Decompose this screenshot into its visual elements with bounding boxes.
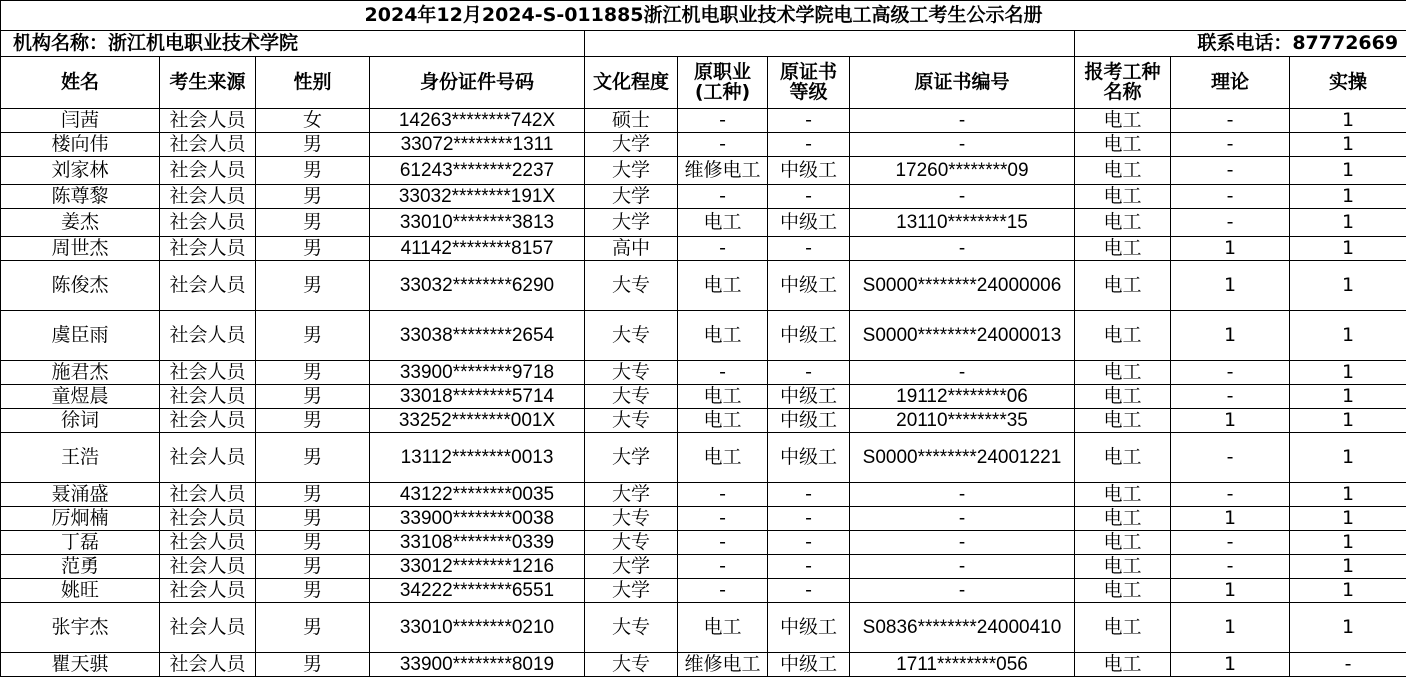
cell-source: 社会人员 xyxy=(160,133,256,157)
cell-id-number: 33010********3813 xyxy=(370,209,585,237)
cell-source: 社会人员 xyxy=(160,157,256,185)
cell-original-job: - xyxy=(678,185,768,209)
cell-theory: - xyxy=(1171,385,1290,409)
cell-practice: 1 xyxy=(1290,185,1406,209)
cell-theory: 1 xyxy=(1171,579,1290,603)
cell-gender: 男 xyxy=(256,311,370,361)
cell-source: 社会人员 xyxy=(160,361,256,385)
cell-cert-number: - xyxy=(850,237,1075,261)
table-row xyxy=(1,385,1406,409)
cell-original-job: - xyxy=(678,483,768,507)
cell-name: 闫茜 xyxy=(1,109,160,133)
cell-cert-number: - xyxy=(850,185,1075,209)
cell-cert-number: - xyxy=(850,507,1075,531)
table-row xyxy=(1,209,1406,237)
cell-exam-type: 电工 xyxy=(1075,157,1171,185)
cell-name: 丁磊 xyxy=(1,531,160,555)
table-row xyxy=(1,237,1406,261)
cell-gender: 男 xyxy=(256,209,370,237)
cell-education: 大学 xyxy=(585,157,678,185)
cell-id-number: 34222********6551 xyxy=(370,579,585,603)
cell-cert-level: 中级工 xyxy=(768,653,850,677)
cell-cert-level: - xyxy=(768,507,850,531)
cell-id-number: 33072********1311 xyxy=(370,133,585,157)
cell-theory: - xyxy=(1171,157,1290,185)
cell-name: 陈俊杰 xyxy=(1,261,160,311)
cell-original-job: - xyxy=(678,133,768,157)
table-row xyxy=(1,185,1406,209)
cell-id-number: 33010********0210 xyxy=(370,603,585,653)
cell-original-job: - xyxy=(678,507,768,531)
cell-gender: 男 xyxy=(256,133,370,157)
cell-name: 陈尊黎 xyxy=(1,185,160,209)
cell-id-number: 33012********1216 xyxy=(370,555,585,579)
cell-id-number: 61243********2237 xyxy=(370,157,585,185)
cell-practice: 1 xyxy=(1290,433,1406,483)
cell-cert-number: - xyxy=(850,361,1075,385)
cell-source: 社会人员 xyxy=(160,433,256,483)
cell-gender: 男 xyxy=(256,603,370,653)
cell-cert-number: - xyxy=(850,483,1075,507)
cell-cert-level: - xyxy=(768,109,850,133)
cell-education: 大学 xyxy=(585,579,678,603)
table-row xyxy=(1,433,1406,483)
cell-name: 徐词 xyxy=(1,409,160,433)
cell-practice: 1 xyxy=(1290,507,1406,531)
cell-original-job: 电工 xyxy=(678,261,768,311)
header-name: 姓名 xyxy=(1,57,160,109)
header-education: 文化程度 xyxy=(585,57,678,109)
cell-theory: 1 xyxy=(1171,507,1290,531)
cell-source: 社会人员 xyxy=(160,409,256,433)
cell-exam-type: 电工 xyxy=(1075,483,1171,507)
cell-theory: - xyxy=(1171,133,1290,157)
cell-education: 大专 xyxy=(585,261,678,311)
cell-gender: 男 xyxy=(256,433,370,483)
cell-cert-level: 中级工 xyxy=(768,433,850,483)
cell-id-number: 33252********001X xyxy=(370,409,585,433)
cell-theory: 1 xyxy=(1171,653,1290,677)
cell-cert-number: - xyxy=(850,579,1075,603)
table-row xyxy=(1,361,1406,385)
table-row xyxy=(1,109,1406,133)
cell-practice: 1 xyxy=(1290,361,1406,385)
cell-name: 虞臣雨 xyxy=(1,311,160,361)
table-row xyxy=(1,157,1406,185)
cell-exam-type: 电工 xyxy=(1075,133,1171,157)
cell-cert-number: 13110********15 xyxy=(850,209,1075,237)
cell-theory: 1 xyxy=(1171,311,1290,361)
cell-exam-type: 电工 xyxy=(1075,385,1171,409)
cell-name: 瞿天骐 xyxy=(1,653,160,677)
header-gender: 性别 xyxy=(256,57,370,109)
cell-cert-number: S0000********24000006 xyxy=(850,261,1075,311)
cell-practice: 1 xyxy=(1290,409,1406,433)
header-theory: 理论 xyxy=(1171,57,1290,109)
cell-education: 大专 xyxy=(585,603,678,653)
cell-source: 社会人员 xyxy=(160,507,256,531)
cell-id-number: 33108********0339 xyxy=(370,531,585,555)
cell-cert-number: - xyxy=(850,531,1075,555)
cell-cert-level: 中级工 xyxy=(768,311,850,361)
cell-cert-number: S0000********24000013 xyxy=(850,311,1075,361)
cell-id-number: 14263********742X xyxy=(370,109,585,133)
cell-cert-number: 1711********056 xyxy=(850,653,1075,677)
header-cert-number: 原证书编号 xyxy=(850,57,1075,109)
cell-gender: 男 xyxy=(256,409,370,433)
cell-source: 社会人员 xyxy=(160,261,256,311)
cell-exam-type: 电工 xyxy=(1075,311,1171,361)
cell-exam-type: 电工 xyxy=(1075,409,1171,433)
cell-source: 社会人员 xyxy=(160,209,256,237)
cell-gender: 男 xyxy=(256,185,370,209)
cell-gender: 男 xyxy=(256,555,370,579)
table-row xyxy=(1,311,1406,361)
cell-source: 社会人员 xyxy=(160,603,256,653)
header-exam-type: 报考工种名称 xyxy=(1075,57,1171,109)
cell-name: 范勇 xyxy=(1,555,160,579)
cell-original-job: 维修电工 xyxy=(678,653,768,677)
cell-education: 硕士 xyxy=(585,109,678,133)
cell-exam-type: 电工 xyxy=(1075,603,1171,653)
cell-source: 社会人员 xyxy=(160,531,256,555)
cell-id-number: 33900********8019 xyxy=(370,653,585,677)
cell-name: 周世杰 xyxy=(1,237,160,261)
cell-exam-type: 电工 xyxy=(1075,185,1171,209)
cell-original-job: 电工 xyxy=(678,385,768,409)
cell-education: 大专 xyxy=(585,653,678,677)
cell-cert-level: 中级工 xyxy=(768,409,850,433)
cell-education: 大学 xyxy=(585,555,678,579)
cell-name: 姚旺 xyxy=(1,579,160,603)
cell-source: 社会人员 xyxy=(160,579,256,603)
cell-cert-level: 中级工 xyxy=(768,261,850,311)
cell-source: 社会人员 xyxy=(160,385,256,409)
cell-practice: - xyxy=(1290,653,1406,677)
cell-education: 大学 xyxy=(585,133,678,157)
cell-gender: 男 xyxy=(256,261,370,311)
header-id-number: 身份证件号码 xyxy=(370,57,585,109)
cell-cert-number: S0000********24001221 xyxy=(850,433,1075,483)
cell-cert-level: - xyxy=(768,133,850,157)
cell-gender: 男 xyxy=(256,653,370,677)
cell-name: 楼向伟 xyxy=(1,133,160,157)
cell-gender: 男 xyxy=(256,579,370,603)
cell-exam-type: 电工 xyxy=(1075,361,1171,385)
cell-exam-type: 电工 xyxy=(1075,507,1171,531)
header-source: 考生来源 xyxy=(160,57,256,109)
cell-education: 大专 xyxy=(585,531,678,555)
cell-theory: 1 xyxy=(1171,237,1290,261)
cell-education: 高中 xyxy=(585,237,678,261)
cell-exam-type: 电工 xyxy=(1075,653,1171,677)
cell-theory: - xyxy=(1171,109,1290,133)
cell-cert-level: - xyxy=(768,185,850,209)
cell-practice: 1 xyxy=(1290,483,1406,507)
table-row xyxy=(1,133,1406,157)
contact-phone: 联系电话：87772669 xyxy=(1075,31,1406,57)
cell-id-number: 33018********5714 xyxy=(370,385,585,409)
cell-cert-level: - xyxy=(768,555,850,579)
table-row xyxy=(1,603,1406,653)
cell-source: 社会人员 xyxy=(160,185,256,209)
cell-cert-level: - xyxy=(768,579,850,603)
cell-cert-number: 19112********06 xyxy=(850,385,1075,409)
cell-cert-level: 中级工 xyxy=(768,157,850,185)
cell-name: 王浩 xyxy=(1,433,160,483)
cell-practice: 1 xyxy=(1290,237,1406,261)
cell-cert-level: 中级工 xyxy=(768,603,850,653)
blank-cell xyxy=(585,31,1075,57)
table-row xyxy=(1,483,1406,507)
table-row xyxy=(1,261,1406,311)
header-original-job: 原职业(工种) xyxy=(678,57,768,109)
cell-id-number: 33032********6290 xyxy=(370,261,585,311)
cell-original-job: - xyxy=(678,109,768,133)
cell-theory: 1 xyxy=(1171,261,1290,311)
cell-original-job: 电工 xyxy=(678,409,768,433)
table-row xyxy=(1,531,1406,555)
table-row xyxy=(1,507,1406,531)
cell-id-number: 13112********0013 xyxy=(370,433,585,483)
cell-education: 大专 xyxy=(585,507,678,531)
cell-id-number: 33900********9718 xyxy=(370,361,585,385)
cell-source: 社会人员 xyxy=(160,311,256,361)
cell-gender: 女 xyxy=(256,109,370,133)
cell-education: 大学 xyxy=(585,483,678,507)
cell-source: 社会人员 xyxy=(160,237,256,261)
cell-theory: - xyxy=(1171,185,1290,209)
cell-exam-type: 电工 xyxy=(1075,555,1171,579)
header-cert-level: 原证书等级 xyxy=(768,57,850,109)
cell-cert-number: 20110********35 xyxy=(850,409,1075,433)
cell-id-number: 43122********0035 xyxy=(370,483,585,507)
cell-original-job: 电工 xyxy=(678,311,768,361)
cell-original-job: 电工 xyxy=(678,433,768,483)
table-row xyxy=(1,579,1406,603)
cell-practice: 1 xyxy=(1290,311,1406,361)
cell-gender: 男 xyxy=(256,531,370,555)
cell-cert-level: - xyxy=(768,237,850,261)
table-row xyxy=(1,653,1406,677)
cell-practice: 1 xyxy=(1290,261,1406,311)
cell-name: 姜杰 xyxy=(1,209,160,237)
cell-cert-level: - xyxy=(768,483,850,507)
cell-practice: 1 xyxy=(1290,555,1406,579)
cell-cert-number: 17260********09 xyxy=(850,157,1075,185)
cell-theory: - xyxy=(1171,209,1290,237)
cell-education: 大学 xyxy=(585,185,678,209)
cell-cert-number: S0836********24000410 xyxy=(850,603,1075,653)
cell-source: 社会人员 xyxy=(160,109,256,133)
cell-id-number: 33032********191X xyxy=(370,185,585,209)
cell-practice: 1 xyxy=(1290,209,1406,237)
cell-exam-type: 电工 xyxy=(1075,261,1171,311)
cell-theory: - xyxy=(1171,361,1290,385)
cell-exam-type: 电工 xyxy=(1075,209,1171,237)
cell-practice: 1 xyxy=(1290,531,1406,555)
cell-practice: 1 xyxy=(1290,603,1406,653)
cell-education: 大学 xyxy=(585,209,678,237)
cell-original-job: - xyxy=(678,237,768,261)
cell-theory: - xyxy=(1171,531,1290,555)
cell-education: 大专 xyxy=(585,361,678,385)
cell-cert-number: - xyxy=(850,109,1075,133)
cell-cert-number: - xyxy=(850,555,1075,579)
cell-practice: 1 xyxy=(1290,579,1406,603)
cell-name: 张宇杰 xyxy=(1,603,160,653)
cell-practice: 1 xyxy=(1290,133,1406,157)
cell-name: 厉炯楠 xyxy=(1,507,160,531)
cell-id-number: 33038********2654 xyxy=(370,311,585,361)
cell-exam-type: 电工 xyxy=(1075,109,1171,133)
cell-original-job: - xyxy=(678,361,768,385)
cell-gender: 男 xyxy=(256,507,370,531)
cell-name: 刘家林 xyxy=(1,157,160,185)
cell-cert-level: - xyxy=(768,531,850,555)
cell-practice: 1 xyxy=(1290,385,1406,409)
organization-name: 机构名称：浙江机电职业技术学院 xyxy=(1,31,585,57)
cell-practice: 1 xyxy=(1290,109,1406,133)
cell-cert-level: 中级工 xyxy=(768,209,850,237)
cell-education: 大专 xyxy=(585,311,678,361)
cell-name: 聂涌盛 xyxy=(1,483,160,507)
cell-source: 社会人员 xyxy=(160,653,256,677)
cell-original-job: - xyxy=(678,579,768,603)
cell-theory: - xyxy=(1171,555,1290,579)
cell-theory: - xyxy=(1171,483,1290,507)
cell-gender: 男 xyxy=(256,157,370,185)
cell-original-job: 维修电工 xyxy=(678,157,768,185)
cell-exam-type: 电工 xyxy=(1075,531,1171,555)
cell-original-job: - xyxy=(678,555,768,579)
cell-original-job: 电工 xyxy=(678,209,768,237)
cell-gender: 男 xyxy=(256,385,370,409)
cell-gender: 男 xyxy=(256,361,370,385)
cell-education: 大专 xyxy=(585,409,678,433)
header-practice: 实操 xyxy=(1290,57,1406,109)
cell-source: 社会人员 xyxy=(160,555,256,579)
cell-theory: 1 xyxy=(1171,603,1290,653)
cell-theory: - xyxy=(1171,433,1290,483)
table-row xyxy=(1,555,1406,579)
cell-id-number: 41142********8157 xyxy=(370,237,585,261)
cell-practice: 1 xyxy=(1290,157,1406,185)
cell-exam-type: 电工 xyxy=(1075,433,1171,483)
cell-education: 大专 xyxy=(585,385,678,409)
cell-exam-type: 电工 xyxy=(1075,579,1171,603)
cell-original-job: 电工 xyxy=(678,603,768,653)
cell-name: 童煜晨 xyxy=(1,385,160,409)
cell-cert-level: 中级工 xyxy=(768,385,850,409)
cell-education: 大学 xyxy=(585,433,678,483)
cell-exam-type: 电工 xyxy=(1075,237,1171,261)
table-row xyxy=(1,409,1406,433)
cell-name: 施君杰 xyxy=(1,361,160,385)
cell-gender: 男 xyxy=(256,483,370,507)
cell-gender: 男 xyxy=(256,237,370,261)
cell-id-number: 33900********0038 xyxy=(370,507,585,531)
cell-cert-level: - xyxy=(768,361,850,385)
cell-source: 社会人员 xyxy=(160,483,256,507)
cell-original-job: - xyxy=(678,531,768,555)
cell-theory: 1 xyxy=(1171,409,1290,433)
cell-cert-number: - xyxy=(850,133,1075,157)
sheet-title: 2024年12月2024-S-011885浙江机电职业技术学院电工高级工考生公示名册 xyxy=(1,1,1406,31)
